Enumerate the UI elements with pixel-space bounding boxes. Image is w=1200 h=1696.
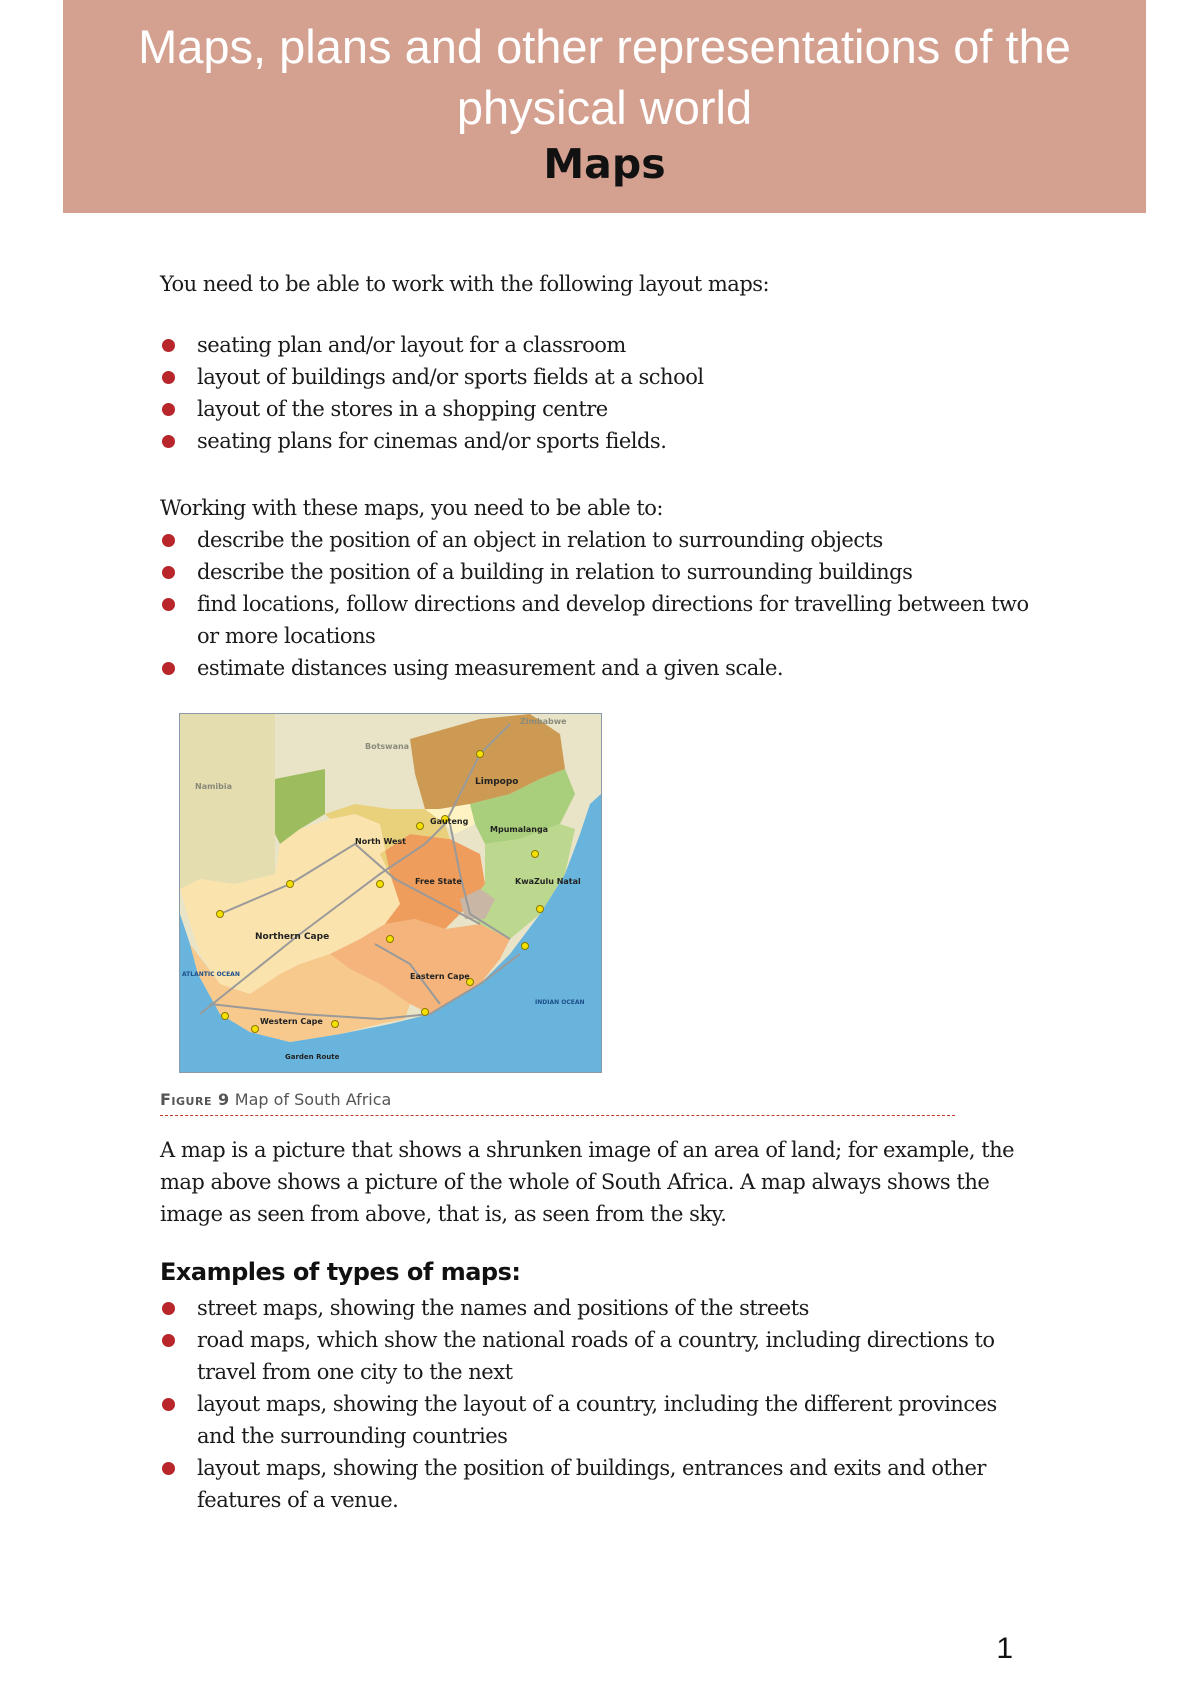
- layout-maps-list: [160, 329, 1060, 457]
- page-number: 1: [996, 1632, 1013, 1665]
- list-item: layout maps, showing the layout of a country, including the different provinces and the surrounding countries: [160, 1388, 1060, 1452]
- city-marker: [417, 823, 424, 830]
- city-marker: [477, 751, 484, 758]
- map-paragraph-section: [160, 1134, 1050, 1230]
- skills-list: [160, 524, 1060, 684]
- list-item: find locations, follow directions and develop directions for travelling between two or more locations: [160, 588, 1060, 652]
- city-marker: [332, 1021, 339, 1028]
- page-subtitle: Maps: [543, 140, 666, 188]
- list-item: estimate distances using measurement and a given scale.: [160, 652, 1060, 684]
- city-marker: [532, 851, 539, 858]
- list-item: street maps, showing the names and positions of the streets: [160, 1292, 1060, 1324]
- header-banner: [63, 0, 1146, 213]
- examples-section: [160, 1258, 1060, 1516]
- page-title: Maps, plans and other representations of the physical world: [138, 20, 1071, 134]
- city-marker: [217, 911, 224, 918]
- city-marker: [537, 906, 544, 913]
- map-svg: [180, 714, 601, 1072]
- map-label-western-cape: Western Cape: [260, 1017, 323, 1026]
- list-item: layout of the stores in a shopping centre: [160, 393, 1060, 425]
- map-label-northern-cape: Northern Cape: [255, 932, 330, 942]
- city-marker: [522, 943, 529, 950]
- list-item: describe the position of a building in relation to surrounding buildings: [160, 556, 1060, 588]
- south-africa-map: [179, 713, 602, 1073]
- skills-section: [160, 492, 1060, 684]
- list-item: layout maps, showing the position of buildings, entrances and exits and other features of a venue.: [160, 1452, 1060, 1516]
- city-marker: [377, 881, 384, 888]
- list-item: seating plan and/or layout for a classroom: [160, 329, 1060, 361]
- map-label-eastern-cape: Eastern Cape: [410, 972, 470, 981]
- examples-heading: Examples of types of maps:: [160, 1258, 521, 1286]
- map-label-north-west: North West: [355, 837, 406, 846]
- namibia-region: [180, 714, 275, 889]
- map-label-atlantic: ATLANTIC OCEAN: [182, 971, 240, 978]
- working-intro-text: Working with these maps, you need to be able to:: [160, 496, 663, 520]
- map-label-gauteng: Gauteng: [430, 817, 469, 826]
- city-marker: [387, 936, 394, 943]
- map-label-limpopo: Limpopo: [475, 777, 519, 787]
- intro-section: [160, 268, 1060, 457]
- list-item: seating plans for cinemas and/or sports fields.: [160, 425, 1060, 457]
- map-label-mpumalanga: Mpumalanga: [490, 825, 549, 834]
- map-label-garden-route: Garden Route: [285, 1053, 340, 1061]
- map-label-botswana: Botswana: [365, 742, 410, 751]
- figure-caption-text: Map of South Africa: [234, 1090, 392, 1109]
- figure-label: Figure 9: [160, 1090, 230, 1109]
- map-label-free-state: Free State: [415, 877, 462, 886]
- city-marker: [252, 1026, 259, 1033]
- city-marker: [287, 881, 294, 888]
- list-item: road maps, which show the national roads of a country, including directions to travel from one city to the next: [160, 1324, 1060, 1388]
- map-label-namibia: Namibia: [195, 782, 233, 791]
- map-paragraph: A map is a picture that shows a shrunken image of an area of land; for example, the map above shows a picture of the whole of South Africa. A map always shows the image as seen from above, that is, as seen from the sky.: [160, 1138, 1015, 1226]
- intro-text: You need to be able to work with the following layout maps:: [160, 272, 770, 296]
- examples-list: [160, 1292, 1060, 1516]
- list-item: layout of buildings and/or sports fields at a school: [160, 361, 1060, 393]
- map-label-kzn: KwaZulu Natal: [515, 877, 581, 886]
- map-label-zimbabwe: Zimbabwe: [520, 717, 567, 726]
- city-marker: [422, 1009, 429, 1016]
- city-marker: [222, 1013, 229, 1020]
- list-item: describe the position of an object in relation to surrounding objects: [160, 524, 1060, 556]
- figure-caption: [160, 1090, 955, 1116]
- map-label-indian: INDIAN OCEAN: [535, 999, 585, 1006]
